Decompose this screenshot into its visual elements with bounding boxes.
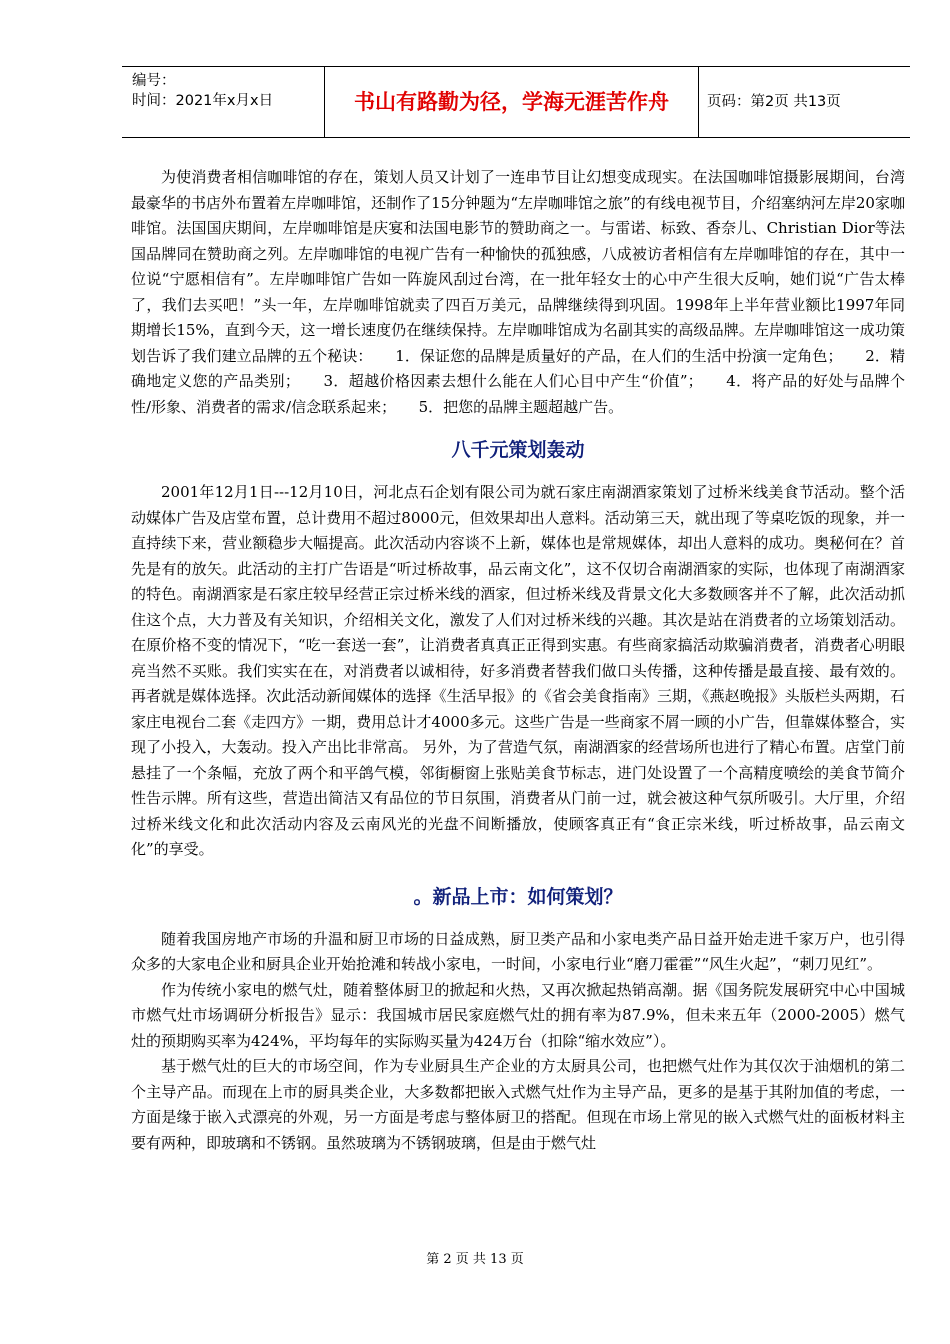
page-header [122,66,910,138]
paragraph: 基于燃气灶的巨大的市场空间，作为专业厨具生产企业的方太厨具公司，也把燃气灶作为其仅次于油烟机的第二个主导产品。而现在上市的厨具类企业，大多数都把嵌入式燃气灶作为主导产品，更多的是基于其附加值的考虑，一方面是缘于嵌入式漂亮的外观，另一方面是考虑与整体厨卫的搭配。但现在市场上常见的嵌入式燃气灶的面板材料主要有两种，即玻璃和不锈钢。虽然玻璃为不锈钢玻璃，但是由于燃气灶 [131,1057,905,1152]
doc-number-label: 编号： [132,73,176,89]
paragraph: 随着我国房地产市场的升温和厨卫市场的日益成熟，厨卫类产品和小家电类产品日益开始走进千家万户，也引得众多的大家电企业和厨具企业开始抢滩和转战小家电，一时间，小家电行业“磨刀霍霍”“风生火起”，“刺刀见红”。 [131,929,905,973]
paragraph: 2001年12月1日---12月10日，河北点石企划有限公司为就石家庄南湖酒家策划了过桥米线美食节活动。整个活动媒体广告及店堂布置，总计费用不超过8000元，但效果却出人意料。活动第三天，就出现了等桌吃饭的现象，并一直持续下来，营业额稳步大幅提高。此次活动内容谈不上新，媒体也是常规媒体，却出人意料的成功。奥秘何在？首先是有的放矢。此活动的主打广告语是“听过桥故事，品云南文化”，这不仅切合南湖酒家的实际，也体现了南湖酒家的特色。南湖酒家是石家庄较早经营正宗过桥米线的酒家，但过桥米线及背景文化大多数顾客并不了解，此次活动抓住这个点，大力普及有关知识，介绍相关文化，激发了人们对过桥米线的兴趣。其次是站在消费者的立场策划活动。在原价格不变的情况下，“吃一套送一套”，让消费者真真正正得到实惠。有些商家搞活动欺骗消费者，消费者心明眼亮当然不买账。我们实实在在，对消费者以诚相待，好多消费者替我们做口头传播，这种传播是最直接、最有效的。再者就是媒体选择。次此活动新闻媒体的选择《生活早报》的《省会美食指南》三期，《燕赵晚报》头版栏头两期，石家庄电视台二套《走四方》一期，费用总计才4000多元。这些广告是一些商家不屑一顾的小广告，但靠媒体整合，实现了小投入，大轰动。投入产出比非常高。 另外，为了营造气氛，南湖酒家的经营场所也进行了精心布置。店堂门前悬挂了一个条幅，充放了两个和平鸽气模，邻街橱窗上张贴美食节标志，进门处设置了一个高精度喷绘的美食节简介性告示牌。所有这些，营造出简洁又有品位的节日氛围，消费者从门前一过，就会被这种气氛所吸引。大厅里，介绍过桥米线文化和此次活动内容及云南风光的光盘不间断播放，使顾客真正有“食正宗米线，听过桥故事，品云南文化”的享受。 [131,483,905,858]
header-page-label: 页码：第2页 共13页 [707,94,841,110]
section-heading: 八千元策划轰动 [451,439,585,461]
paragraph: 作为传统小家电的燃气灶，随着整体厨卫的掀起和火热，又再次掀起热销高潮。据《国务院发展研究中心中国城市燃气灶市场调研分析报告》显示：我国城市居民家庭燃气灶的拥有率为87.9%，但未来五年（2000-2005）燃气灶的预期购买率为424%，平均每年的实际购买量为424万台（扣除“缩水效应”）。 [131,980,905,1050]
header-left-cell [122,67,325,137]
document-body [131,165,905,1156]
doc-time-label: 时间：2021年x月x日 [132,93,274,109]
paragraph: 为使消费者相信咖啡馆的存在，策划人员又计划了一连串节目让幻想变成现实。在法国咖啡馆摄影展期间，台湾最豪华的书店外布置着左岸咖啡馆，还制作了15分钟题为“左岸咖啡馆之旅”的有线电视节目，介绍塞纳河左岸20家咖啡馆。法国国庆期间，左岸咖啡馆是庆宴和法国电影节的赞助商之一。与雷诺、标致、香奈儿、Christian Dior等法国品牌同在赞助商之列。左岸咖啡馆的电视广告有一种愉快的孤独感，八成被访者相信有左岸咖啡馆的存在，其中一位说“宁愿相信有”。左岸咖啡馆广告如一阵旋风刮过台湾，在一批年轻女士的心中产生很大反响，她们说“广告太棒了，我们去买吧！”头一年，左岸咖啡馆就卖了四百万美元，品牌继续得到巩固。1998年上半年营业额比1997年同期增长15%，直到今天，这一增长速度仍在继续保持。左岸咖啡馆成为名副其实的高级品牌。左岸咖啡馆这一成功策划告诉了我们建立品牌的五个秘诀： 1．保证您的品牌是质量好的产品，在人们的生活中扮演一定角色； 2．精确地定义您的产品类别； 3．超越价格因素去想什么能在人们心目中产生“价值”； 4．将产品的好处与品牌个性/形象、消费者的需求/信念联系起来； 5．把您的品牌主题超越广告。 [131,168,905,416]
header-motto: 书山有路勤为径，学海无涯苦作舟 [325,67,699,137]
section-heading: 。新品上市：如何策划？ [413,885,623,908]
page-footer: 第 2 页 共 13 页 [426,1252,524,1267]
